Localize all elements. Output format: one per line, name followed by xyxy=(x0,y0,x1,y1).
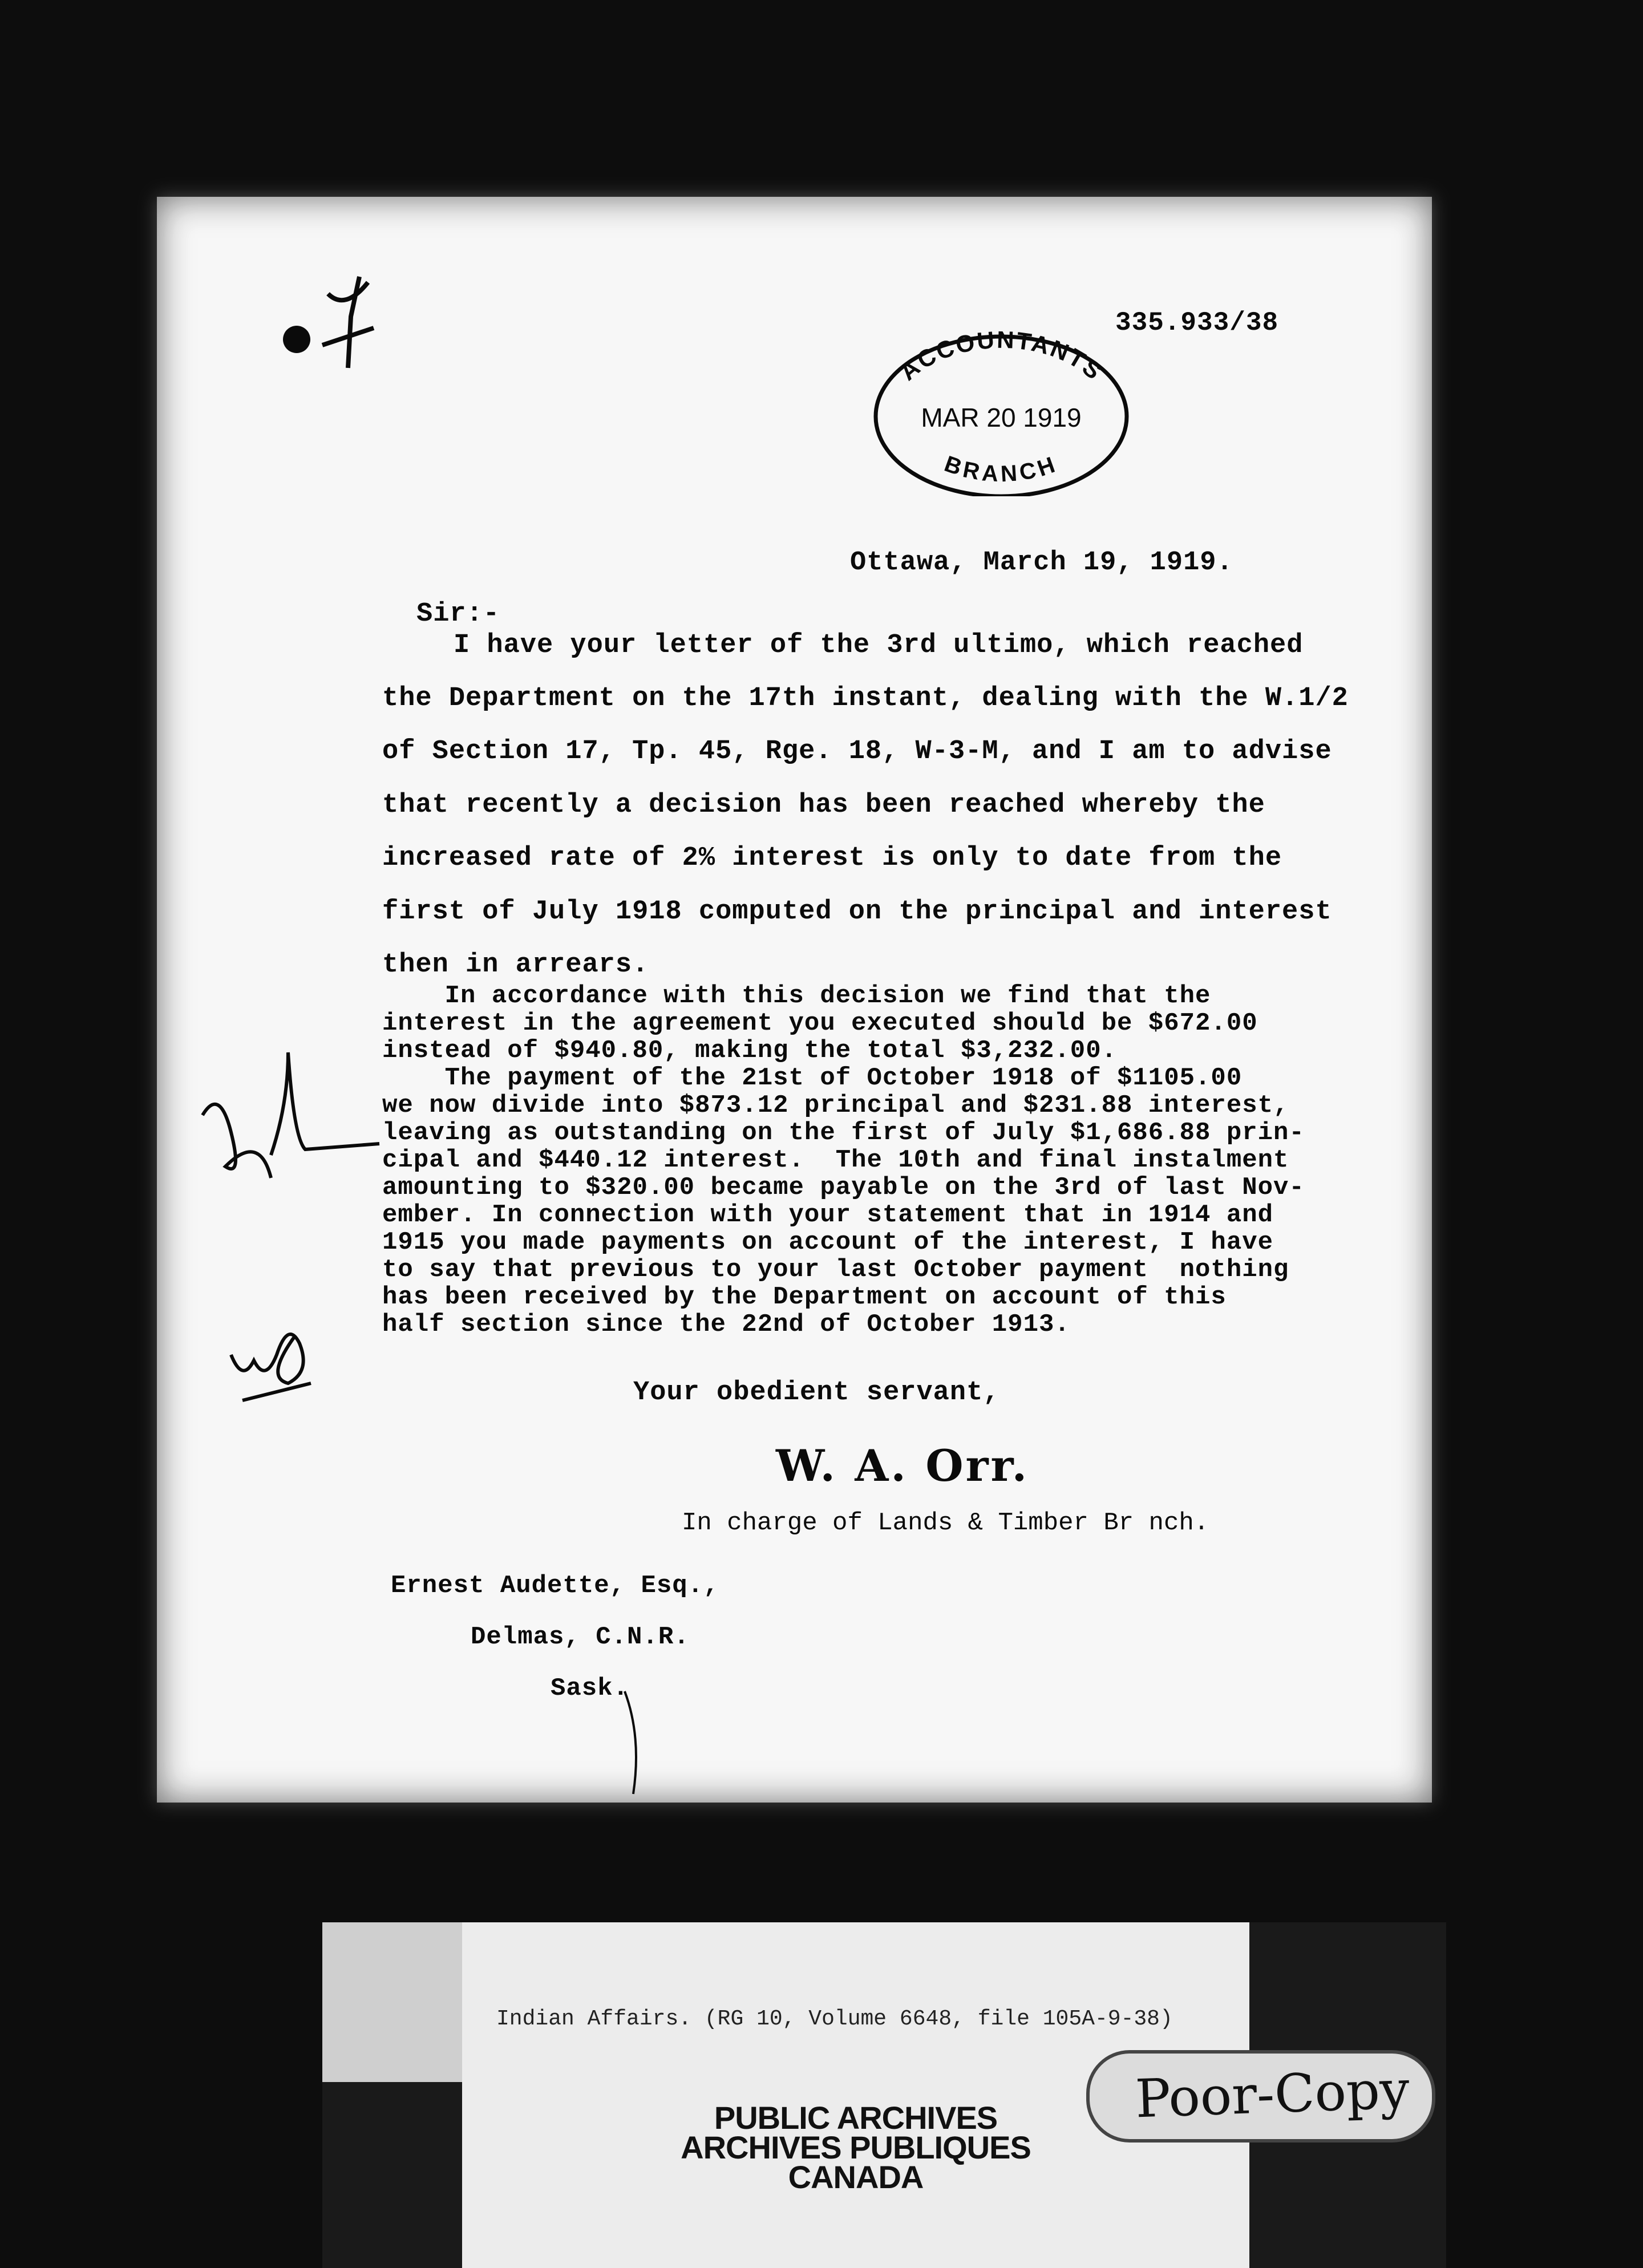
accountants-branch-stamp xyxy=(864,325,1138,496)
handwritten-wad-icon xyxy=(231,1334,311,1400)
body-line: cipal and $440.12 interest. The 10th and final instalment xyxy=(382,1146,1289,1174)
svg-text:BRANCH xyxy=(941,451,1061,487)
stamp-bottom-text: BRANCH xyxy=(941,451,1062,487)
archive-reference: Indian Affairs. (RG 10, Volume 6648, file 105A-9-38) xyxy=(496,2007,1173,2031)
salutation: Sir:- xyxy=(416,599,500,629)
archive-line-2: ARCHIVES PUBLIQUES xyxy=(681,2129,1031,2165)
body-line: 1915 you made payments on account of the interest, I have xyxy=(382,1228,1274,1257)
stamp-top-text: ACCOUNTANTS xyxy=(894,326,1108,386)
body-line: instead of $940.80, making the total $3,232.00. xyxy=(382,1036,1118,1065)
body-line: I have your letter of the 3rd ultimo, which reached xyxy=(454,630,1304,661)
handwritten-initials-icon xyxy=(203,1052,379,1178)
svg-text:ACCOUNTANTS xyxy=(895,326,1108,386)
archive-line-3: CANADA xyxy=(788,2159,924,2195)
body-line: ember. In connection with your statement that in 1914 and xyxy=(382,1201,1274,1229)
stamp-date: MAR 20 1919 xyxy=(921,403,1082,432)
file-number: 335.933/38 xyxy=(1115,308,1279,338)
body-line: first of July 1918 computed on the principal and interest xyxy=(382,897,1332,927)
body-line: then in arrears. xyxy=(382,950,649,980)
body-line: In accordance with this decision we find that the xyxy=(382,982,1211,1010)
addressee-name: Ernest Audette, Esq., xyxy=(391,1572,719,1600)
archive-line-1: PUBLIC ARCHIVES xyxy=(714,2100,998,2136)
body-line: has been received by the Department on account of this xyxy=(382,1283,1227,1311)
ink-dot-icon xyxy=(283,326,310,353)
body-line: the Department on the 17th instant, dealing with the W.1/2 xyxy=(382,683,1349,714)
body-line: half section since the 22nd of October 1913. xyxy=(382,1310,1070,1339)
signature: W. A. Orr. xyxy=(776,1440,1030,1491)
body-line: of Section 17, Tp. 45, Rge. 18, W-3-M, and I am to advise xyxy=(382,736,1332,767)
body-line: interest in the agreement you executed should be $672.00 xyxy=(382,1009,1258,1038)
date-line: Ottawa, March 19, 1919. xyxy=(850,548,1233,578)
addressee-province: Sask. xyxy=(551,1674,629,1703)
initial-mark-icon xyxy=(322,277,374,368)
letter-page xyxy=(157,197,1432,1803)
signatory-title: In charge of Lands & Timber Br nch. xyxy=(682,1509,1209,1537)
body-line: to say that previous to your last October payment nothing xyxy=(382,1256,1289,1284)
closing: Your obedient servant, xyxy=(633,1378,1000,1408)
body-line: amounting to $320.00 became payable on the 3rd of last Nov- xyxy=(382,1173,1305,1202)
body-line: that recently a decision has been reached whereby the xyxy=(382,790,1265,820)
body-line: leaving as outstanding on the first of July $1,686.88 prin- xyxy=(382,1119,1305,1147)
addressee-place: Delmas, C.N.R. xyxy=(471,1623,690,1651)
poor-copy-note: Poor-Copy xyxy=(1134,2059,1411,2130)
body-line: increased rate of 2% interest is only to date from the xyxy=(382,843,1282,873)
body-line: we now divide into $873.12 principal and $231.88 interest, xyxy=(382,1091,1289,1120)
film-tab xyxy=(322,1922,462,2082)
body-line: The payment of the 21st of October 1918 of $1105.00 xyxy=(382,1064,1243,1092)
pen-stroke-icon xyxy=(625,1691,636,1794)
